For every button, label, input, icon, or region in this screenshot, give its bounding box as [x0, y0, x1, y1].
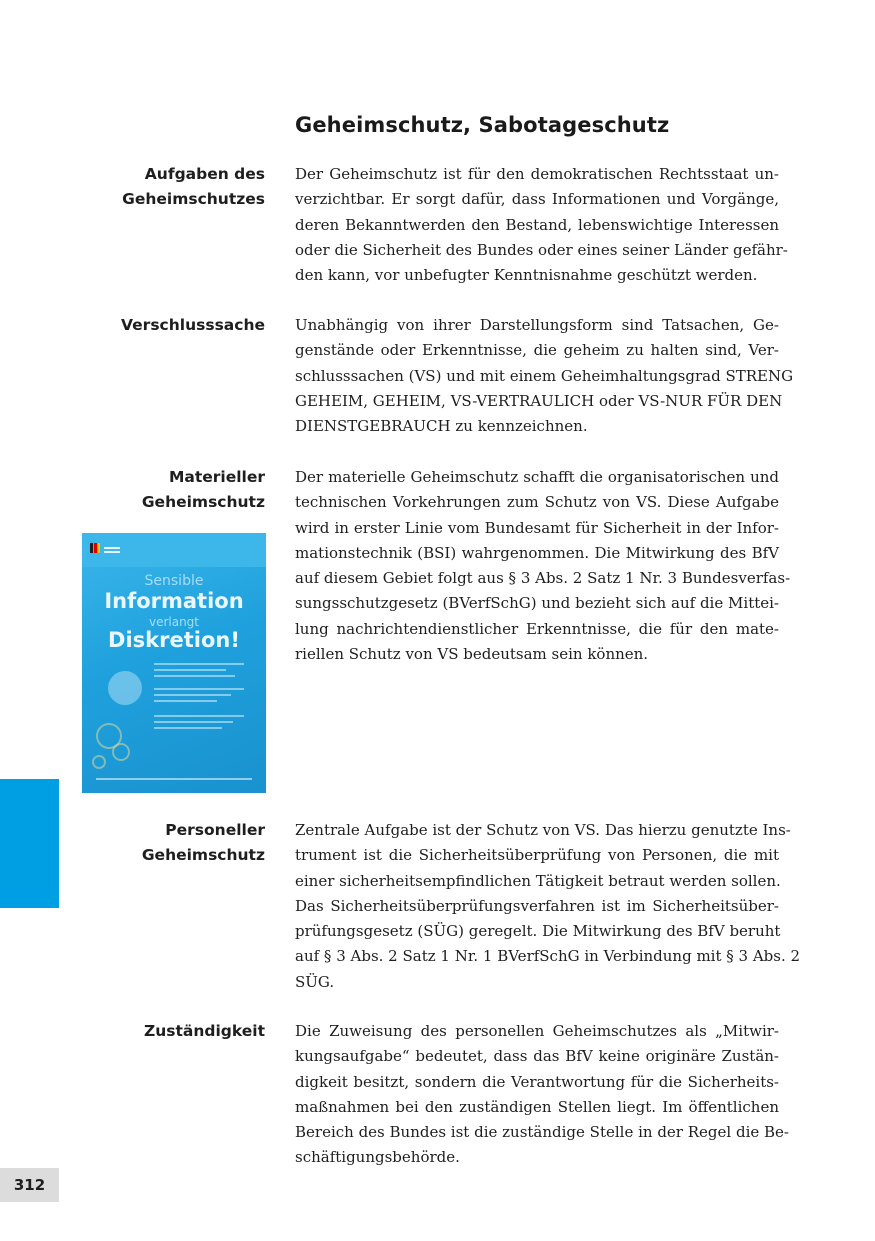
- section-label-line: Geheimschutzes: [122, 190, 265, 209]
- text-line: genstände oder Erkenntnisse, die geheim zu halten sind, Ver-: [295, 341, 779, 360]
- poster-line-1: Sensible: [144, 573, 204, 589]
- poster-line-2: Information: [104, 589, 244, 613]
- page-number: 312: [0, 1168, 59, 1202]
- text-line: wird in erster Linie vom Bundesamt für Sicherheit in der Infor-: [295, 518, 779, 537]
- text-line: mationstechnik (BSI) wahrgenommen. Die Mitwirkung des BfV: [295, 543, 779, 562]
- section-label-verschlusssache: [121, 313, 265, 338]
- section-text-aufgaben: [295, 162, 788, 288]
- text-line: Der materielle Geheimschutz schafft die organisatorischen und: [295, 468, 779, 486]
- text-line: sungsschutzgesetz (BVerfSchG) und bezieht sich auf die Mittei-: [295, 594, 779, 613]
- section-label-line: Aufgaben des: [144, 165, 265, 183]
- text-line: Unabhängig von ihrer Darstellungsform sind Tatsachen, Ge-: [295, 316, 779, 334]
- text-line: DIENSTGEBRAUCH zu kennzeichnen.: [295, 417, 588, 436]
- text-line: Der Geheimschutz ist für den demokratischen Rechtsstaat un-: [295, 165, 779, 183]
- text-line: prüfungsgesetz (SÜG) geregelt. Die Mitwirkung des BfV beruht: [295, 922, 781, 941]
- chapter-tab: [0, 779, 59, 908]
- text-line: riellen Schutz von VS bedeutsam sein können.: [295, 645, 649, 664]
- poster-text-block: [154, 715, 244, 733]
- text-line: einer sicherheitsempfindlichen Tätigkeit betraut werden sollen.: [295, 871, 781, 890]
- text-line: deren Bekanntwerden den Bestand, lebenswichtige Interessen: [295, 215, 779, 234]
- text-line: schäftigungsbehörde.: [295, 1148, 460, 1167]
- section-text-materieller: [295, 465, 791, 667]
- section-text-personeller: [295, 818, 801, 995]
- text-line: lung nachrichtendienstlicher Erkenntnisse, die für den mate-: [295, 619, 779, 638]
- poster-deco-icon: [112, 743, 130, 761]
- text-line: Die Zuweisung des personellen Geheimschutzes als „Mitwir-: [295, 1022, 779, 1040]
- section-label-materieller: [142, 465, 265, 516]
- text-line: auf § 3 Abs. 2 Satz 1 Nr. 1 BVerfSchG in Verbindung mit § 3 Abs. 2: [295, 947, 801, 966]
- text-line: technischen Vorkehrungen zum Schutz von VS. Diese Aufgabe: [295, 493, 779, 512]
- poster-line-4: Diskretion!: [108, 628, 240, 652]
- poster-text-block: [154, 688, 244, 706]
- text-line: trument ist die Sicherheitsüberprüfung von Personen, die mit: [295, 846, 779, 865]
- poster-footer-line: [96, 778, 252, 780]
- text-line: digkeit besitzt, sondern die Verantwortung für die Sicherheits-: [295, 1072, 779, 1091]
- poster-text-block: [154, 663, 244, 681]
- section-label-line: Personeller: [165, 821, 265, 839]
- section-label-line: Materieller: [168, 468, 265, 486]
- text-line: GEHEIM, GEHEIM, VS-VERTRAULICH oder VS-NUR FÜR DEN: [295, 391, 783, 410]
- text-line: verzichtbar. Er sorgt dafür, dass Informationen und Vorgänge,: [295, 190, 779, 209]
- text-line: SÜG.: [295, 972, 335, 991]
- page-title: Geheimschutz, Sabotageschutz: [295, 113, 670, 137]
- text-line: Das Sicherheitsüberprüfungsverfahren ist im Sicherheitsüber-: [295, 896, 779, 915]
- section-label-line: Verschlusssache: [121, 316, 265, 334]
- section-label-zustaendigkeit: [144, 1019, 265, 1044]
- section-label-line: Geheimschutz: [141, 493, 265, 512]
- section-text-zustaendigkeit: [295, 1019, 789, 1171]
- poster-deco-icon: [92, 755, 106, 769]
- poster-seal-icon: [108, 671, 142, 705]
- text-line: oder die Sicherheit des Bundes oder eines seiner Länder gefähr-: [295, 240, 788, 259]
- text-line: Zentrale Aufgabe ist der Schutz von VS. Das hierzu genutzte Ins-: [295, 821, 791, 839]
- federal-eagle-logo-icon: [90, 542, 120, 554]
- text-line: maßnahmen bei den zuständigen Stellen liegt. Im öffentlichen: [295, 1097, 779, 1116]
- text-line: den kann, vor unbefugter Kenntnisnahme geschützt werden.: [295, 266, 758, 285]
- section-label-line: Geheimschutz: [141, 846, 265, 865]
- section-label-aufgaben: [122, 162, 265, 213]
- text-line: schlusssachen (VS) und mit einem Geheimhaltungsgrad STRENG: [295, 366, 794, 385]
- poster-line-3: verlangt: [148, 615, 200, 629]
- poster-image: [82, 533, 266, 793]
- section-text-verschlusssache: [295, 313, 794, 439]
- section-label-personeller: [142, 818, 265, 869]
- text-line: auf diesem Gebiet folgt aus § 3 Abs. 2 Satz 1 Nr. 3 Bundesverfas-: [295, 569, 791, 588]
- section-label-line: Zuständigkeit: [143, 1022, 265, 1040]
- text-line: Bereich des Bundes ist die zuständige Stelle in der Regel die Be-: [295, 1123, 789, 1142]
- text-line: kungsaufgabe“ bedeutet, dass das BfV keine originäre Zustän-: [295, 1047, 779, 1066]
